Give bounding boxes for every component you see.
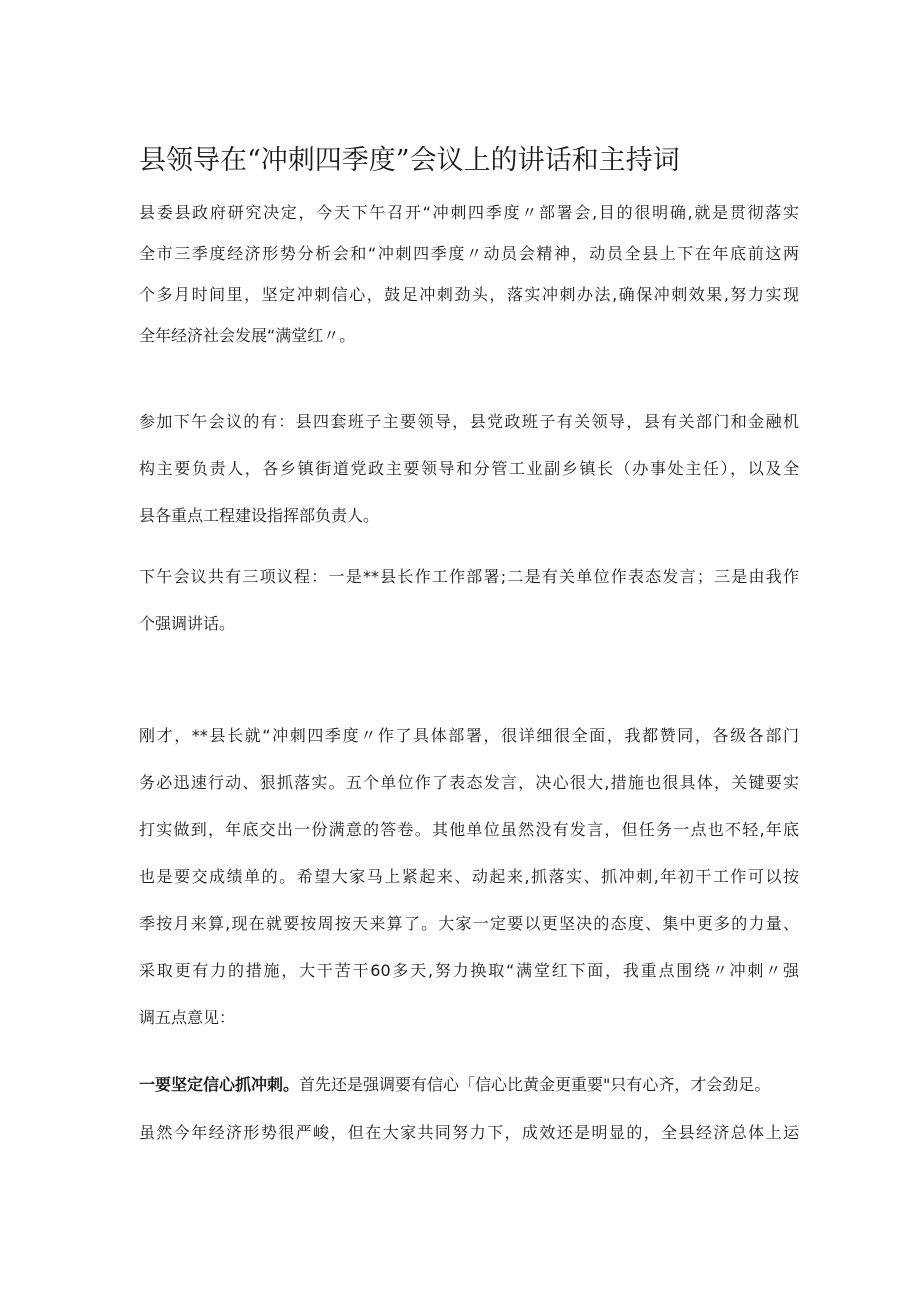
text-line: 刚才，**县长就“冲刺四季度〃作了具体部署，很详细很全面，我都赞同，各级各部门 bbox=[139, 726, 799, 745]
text-line: 也是要交成绩单的。希望大家马上紧起来、动起来,抓落实、抓冲刺,年初干工作可以按 bbox=[139, 867, 799, 886]
text-line: 下午会议共有三项议程：一是**县长作工作部署;二是有关单位作表态发言；三是由我作 bbox=[139, 567, 799, 586]
paragraph-attendees bbox=[139, 410, 799, 528]
text-line: 调五点意见： bbox=[139, 1008, 236, 1027]
text-line: 参加下午会议的有：县四套班子主要领导，县党政班子有关领导，县有关部门和金融机 bbox=[139, 412, 799, 431]
text-line: 县各重点工程建设指挥部负责人。 bbox=[139, 506, 380, 525]
text-line: 采取更有力的措施，大干苦干60多天,努力换取“满堂红下面，我重点围绕〃冲刺〃强 bbox=[139, 961, 799, 980]
document-title: 县领导在“冲刺四季度”会议上的讲话和主持词 bbox=[139, 145, 680, 176]
text-line: 全市三季度经济形势分析会和“冲刺四季度〃动员会精神，动员全县上下在年底前这两 bbox=[139, 244, 799, 263]
text-run: 首先还是强调要有信心「信心比黄金更重要"只有心齐，才会劲足。 bbox=[299, 1075, 771, 1094]
text-line: 个强调讲话。 bbox=[139, 614, 236, 633]
text-line: 全年经济社会发展“满堂红〃。 bbox=[139, 326, 356, 345]
text-line: 个多月时间里，坚定冲刺信心，鼓足冲刺劲头，落实冲刺办法,确保冲刺效果,努力实现 bbox=[139, 285, 799, 304]
paragraph-meeting-purpose bbox=[139, 201, 799, 348]
paragraph-remarks bbox=[139, 724, 799, 1030]
paragraph-agenda bbox=[139, 565, 799, 636]
text-line: 构主要负责人，各乡镇街道党政主要领导和分管工业副乡镇长（办事处主任），以及全 bbox=[139, 459, 799, 478]
text-line: 县委县政府研究决定，今天下午召开“冲刺四季度〃部署会,目的很明确,就是贯彻落实 bbox=[139, 203, 799, 222]
text-line: 季按月来算,现在就要按周按天来算了。大家一定要以更坚决的态度、集中更多的力量、 bbox=[139, 914, 799, 933]
paragraph-point-one bbox=[139, 1073, 799, 1145]
text-line bbox=[139, 1073, 799, 1097]
text-line: 务必迅速行动、狠抓落实。五个单位作了表态发言，决心很大,措施也很具体，关键要实 bbox=[139, 773, 799, 792]
section-heading: 一要坚定信心抓冲刺。 bbox=[139, 1075, 300, 1094]
text-line: 虽然今年经济形势很严峻，但在大家共同努力下，成效还是明显的，全县经济总体上运 bbox=[139, 1123, 799, 1142]
text-line: 打实做到，年底交出一份满意的答卷。其他单位虽然没有发言，但任务一点也不轻,年底 bbox=[139, 820, 799, 839]
